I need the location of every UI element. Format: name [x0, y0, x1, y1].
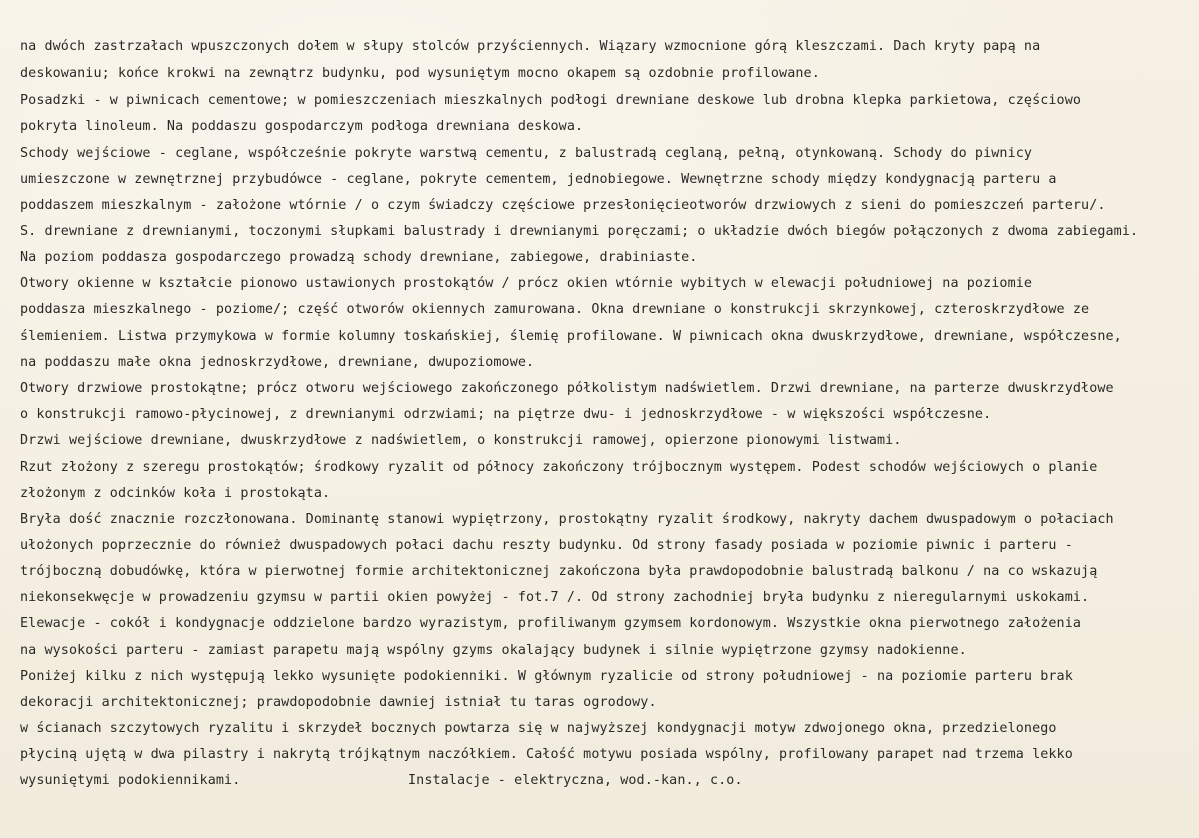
text-line: wysuniętymi podokiennikami.	[20, 773, 241, 788]
text-line: Rzut złożony z szeregu prostokątów; środkowy ryzalit od północy zakończony trójbocznym występem. Podest schodów wejściowych o planie	[20, 460, 1098, 475]
text-line: trójboczną dobudówkę, która w pierwotnej formie architektonicznej zakończona była prawdopodobnie balustradą balkonu / na co wskazują	[20, 564, 1098, 579]
text-line: złożonym z odcinków koła i prostokąta.	[20, 486, 331, 501]
text-line: Poniżej kilku z nich występują lekko wysunięte podokienniki. W głównym ryzalicie od strony południowej - na poziomie parteru brak	[20, 669, 1073, 684]
text-line: na poddaszu małe okna jednoskrzydłowe, drewniane, dwupoziomowe.	[20, 355, 535, 370]
text-line: Otwory okienne w kształcie pionowo ustawionych prostokątów / prócz okien wtórnie wybitych w elewacji południowej na poziomie	[20, 276, 1033, 291]
text-line: Otwory drzwiowe prostokątne; prócz otworu wejściowego zakończonego półkolistym nadświetlem. Drzwi drewniane, na parterze dwuskrzydłowe	[20, 381, 1114, 396]
text-line: na dwóch zastrzałach wpuszczonych dołem w słupy stolców przyściennych. Wiązary wzmocnione górą kleszczami. Dach kryty papą na	[20, 39, 1041, 54]
text-line: poddasza mieszkalnego - poziome/; część otworów okiennych zamurowana. Okna drewniane o konstrukcji skrzynkowej, czteroskrzydłowe ze	[20, 302, 1090, 317]
text-line: Elewacje - cokół i kondygnacje oddzielone bardzo wyrazistym, profiliwanym gzymsem kordonowym. Wszystkie okna pierwotnego założenia	[20, 616, 1082, 631]
text-line: płyciną ujętą w dwa pilastry i nakrytą trójkątnym naczółkiem. Całość motywu posiada wspólny, profilowany parapet nad trzema lekko	[20, 747, 1073, 762]
text-line: poddaszem mieszkalnym - założone wtórnie / o czym świadczy częściowe przesłonięcieotworów drzwiowych z sieni do pomieszczeń parteru/.	[20, 198, 1106, 213]
text-line: na wysokości parteru - zamiast parapetu mają wspólny gzyms okalający budynek i silnie wypiętrzone gzymsy nadokienne.	[20, 643, 967, 658]
text-line-installations: Instalacje - elektryczna, wod.-kan., c.o.	[408, 773, 743, 788]
text-line: Drzwi wejściowe drewniane, dwuskrzydłowe z nadświetlem, o konstrukcji ramowej, opierzone pionowymi listwami.	[20, 433, 902, 448]
text-line: Bryła dość znacznie rozczłonowana. Dominantę stanowi wypiętrzony, prostokątny ryzalit środkowy, nakryty dachem dwuspadowym o połaciach	[20, 512, 1114, 527]
text-line: Schody wejściowe - ceglane, współcześnie pokryte warstwą cementu, z balustradą ceglaną, pełną, otynkowaną. Schody do piwnicy	[20, 146, 1033, 161]
text-line: Na poziom poddasza gospodarczego prowadzą schody drewniane, zabiegowe, drabiniaste.	[20, 250, 698, 265]
text-line: S. drewniane z drewnianymi, toczonymi słupkami balustrady i drewnianymi poręczami; o układzie dwóch biegów połączonych z dwoma zabiegami.	[20, 224, 1139, 239]
text-line: o konstrukcji ramowo-płycinowej, z drewnianymi odrzwiami; na piętrze dwu- i jednoskrzydłowe - w większości współczesne.	[20, 407, 992, 422]
text-line: dekoracji architektonicznej; prawdopodobnie dawniej istniał tu taras ogrodowy.	[20, 695, 657, 710]
text-line: pokryta linoleum. Na poddaszu gospodarczym podłoga drewniana deskowa.	[20, 119, 584, 134]
text-line: Posadzki - w piwnicach cementowe; w pomieszczeniach mieszkalnych podłogi drewniane deskowe lub drobna klepka parkietowa, częściowo	[20, 93, 1082, 108]
text-line: niekonsekwęcje w prowadzeniu gzymsu w partii okien powyżej - fot.7 /. Od strony zachodniej bryła budynku z nieregularnymi uskokami.	[20, 590, 1090, 605]
text-line: w ścianach szczytowych ryzalitu i skrzydeł bocznych powtarza się w najwyższej kondygnacji motyw zdwojonego okna, przedzielonego	[20, 721, 1057, 736]
text-line: deskowaniu; końce krokwi na zewnątrz budynku, pod wysuniętym mocno okapem są ozdobnie profilowane.	[20, 66, 820, 81]
text-line: ślemieniem. Listwa przymykowa w formie kolumny toskańskiej, ślemię profilowane. W piwnicach okna dwuskrzydłowe, drewniane, współczesne,	[20, 329, 1122, 344]
text-line: ułożonych poprzecznie do również dwuspadowych połaci dachu reszty budynku. Od strony fasady posiada w poziomie piwnic i parteru -	[20, 538, 1073, 553]
text-line: umieszczone w zewnętrznej przybudówce - ceglane, pokryte cementem, jednobiegowe. Wewnętrzne schody między kondygnacją parteru a	[20, 172, 1057, 187]
